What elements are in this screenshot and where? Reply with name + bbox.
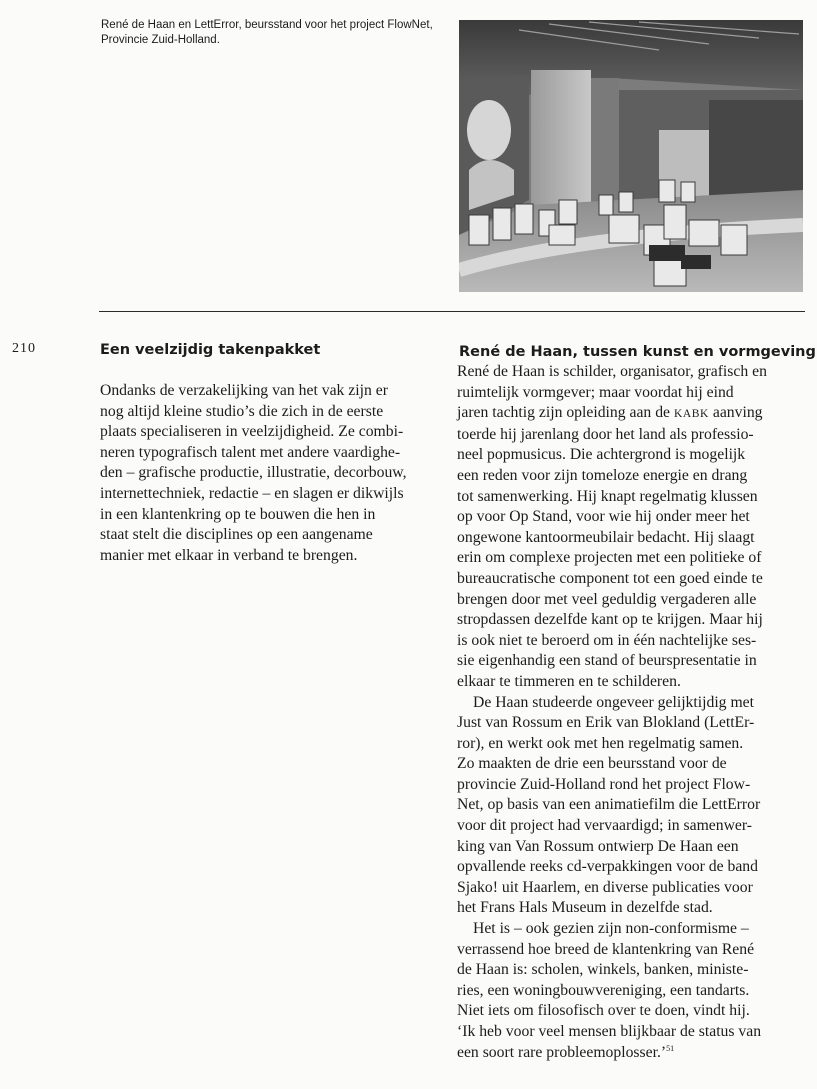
text-line: de Haan is: scholen, winkels, banken, ministe-	[457, 961, 749, 979]
text-line: Ondanks de verzakelijking van het vak zijn er	[100, 382, 388, 399]
text-line: is ook niet te beroerd om in één nachtelijke ses-	[457, 631, 757, 649]
text-line: den – grafische productie, illustratie, decorbouw,	[100, 464, 407, 482]
photo-caption	[101, 18, 451, 48]
text-line: het Frans Hals Museum in dezelfde stad.	[457, 899, 713, 917]
text-line: ries, een woningbouwvereniging, een tandarts.	[457, 981, 750, 999]
text-line: René de Haan is schilder, organisator, grafisch en	[457, 363, 767, 380]
text-line: tot samenwerking. Hij knapt regelmatig klussen	[457, 487, 758, 505]
text-line: Net, op basis van een animatiefilm die LettError	[457, 796, 761, 814]
section-divider	[99, 311, 805, 312]
text-line: voor dit project had vervaardigd; in samenwer-	[457, 817, 753, 835]
footnote-marker: 51	[666, 1043, 675, 1053]
exhibition-photo	[459, 20, 803, 292]
text-line: Niet iets om filosofisch over te doen, vindt hij.	[457, 1002, 750, 1020]
text-line: stropdassen dezelfde kant op te krijgen. Maar hij	[457, 611, 763, 629]
left-paragraph	[100, 381, 407, 566]
text-line	[457, 403, 767, 425]
text-line: toerde hij jarenlang door het land als professio-	[457, 425, 754, 443]
text-line: Just van Rossum en Erik van Blokland (LettEr-	[457, 714, 755, 732]
text-line: Sjako! uit Haarlem, en diverse publicaties voor	[457, 878, 753, 896]
text-line: manier met elkaar in verband te brengen.	[100, 546, 358, 564]
text-line: plaats specialiseren in veelzijdigheid. Ze combi-	[100, 423, 404, 441]
text-line: verrassend hoe breed de klantenkring van René	[457, 940, 755, 958]
text-line: provincie Zuid-Holland rond het project Flow-	[457, 775, 751, 793]
text-line: opvallende reeks cd-verpakkingen voor de band	[457, 858, 758, 876]
text-line: staat stelt die disciplines op een aangename	[100, 526, 373, 544]
caption-line: René de Haan en LettError, beursstand voor het project FlowNet,	[101, 19, 433, 31]
text-line: king van Van Rossum ontwierp De Haan een	[457, 837, 739, 855]
left-heading: Een veelzijdig takenpakket	[100, 342, 321, 358]
exhibition-photo-drawing	[459, 20, 803, 292]
text-line: een reden voor zijn tomeloze energie en drang	[457, 466, 748, 484]
text-line: brengen door met veel geduldig vergaderen alle	[457, 590, 757, 608]
text-line: neren typografisch talent met andere vaardighe-	[100, 443, 401, 461]
text-segment: jaren tachtig zijn opleiding aan de	[457, 404, 674, 422]
text-segment: aanving	[708, 404, 763, 422]
right-heading: René de Haan, tussen kunst en vormgeving	[459, 344, 816, 360]
text-line: erin om complexe projecten met een politieke of	[457, 549, 762, 567]
text-line: ‘Ik heb voor veel mensen blijkbaar de status van	[457, 1023, 762, 1040]
text-line: elkaar te timmeren en te schilderen.	[457, 672, 681, 690]
text-line: ror), en werkt ook met hen regelmatig samen.	[457, 734, 744, 752]
text-line: in een klantenkring op te bouwen die hen in	[100, 505, 376, 523]
text-line: op voor Op Stand, voor wie hij onder meer het	[457, 508, 750, 526]
caption-line: Provincie Zuid-Holland.	[101, 34, 220, 46]
text-line: ongewone kantoormeubilair bedacht. Hij slaagt	[457, 528, 755, 546]
page-number: 210	[12, 341, 36, 356]
text-line	[457, 1043, 767, 1064]
text-line: sie eigenhandig een stand of beurspresentatie in	[457, 652, 757, 670]
text-line: De Haan studeerde ongeveer gelijktijdig met	[473, 693, 754, 711]
text-line: Zo maakten de drie een beursstand voor de	[457, 755, 727, 773]
text-line: Het is – ook gezien zijn non-conformisme –	[473, 920, 749, 938]
right-body	[457, 362, 767, 1063]
text-line: internettechniek, redactie – en slagen er dikwijls	[100, 484, 404, 502]
text-line: neel popmusicus. Die achtergrond is mogelijk	[457, 446, 746, 464]
text-line: nog altijd kleine studio’s die zich in de eerste	[100, 402, 384, 420]
kabk-abbreviation: KABK	[673, 408, 709, 421]
text-line: ruimtelijk vormgever; maar voordat hij eind	[457, 383, 734, 401]
text-segment: een soort rare probleemoplosser.’	[457, 1043, 667, 1061]
text-line: bureaucratische component tot een goed einde te	[457, 569, 763, 587]
